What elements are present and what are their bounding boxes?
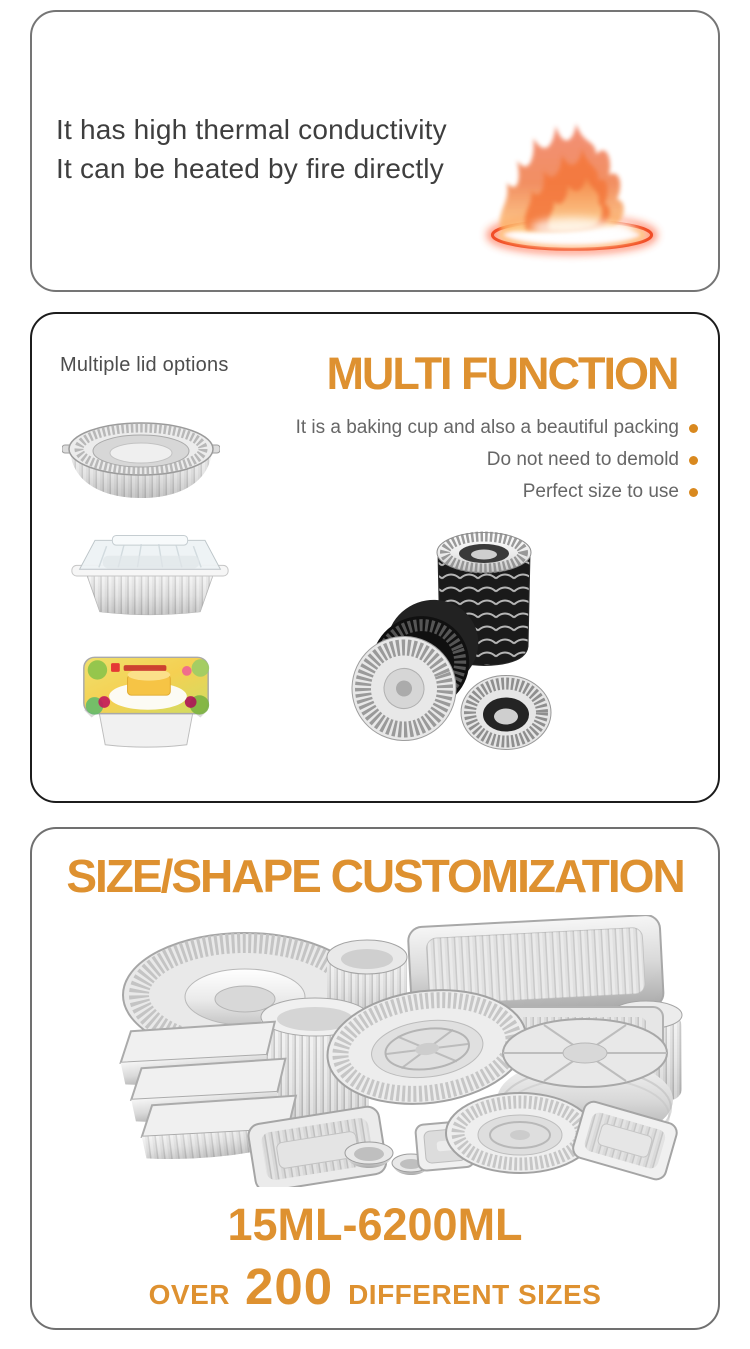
- thermal-claim-line1: It has high thermal conductivity: [56, 114, 447, 145]
- foil-container-with-printed-lid-image: [78, 652, 214, 752]
- feature-bullet-text: It is a baking cup and also a beautiful packing: [295, 417, 679, 438]
- multi-function-title: MULTI FUNCTION: [326, 348, 678, 399]
- feature-bullet: [487, 449, 698, 471]
- thermal-claim-text: [56, 110, 447, 188]
- feature-bullet-list: [296, 417, 698, 503]
- feature-bullet-text: Do not need to demold: [486, 449, 679, 470]
- size-shape-title: SIZE/SHAPE CUSTOMIZATION: [66, 850, 684, 902]
- fluted-baking-cup-stacks-image: [334, 528, 564, 754]
- orange-dot-icon: [689, 488, 698, 497]
- feature-bullet: [296, 417, 698, 439]
- orange-dot-icon: [689, 424, 698, 433]
- feature-bullet-text: Perfect size to use: [522, 481, 679, 502]
- thermal-claim-line2: It can be heated by fire directly: [56, 153, 444, 184]
- volume-range-text: 15ML-6200ML: [227, 1199, 523, 1250]
- fire-with-glow-ring-icon: [470, 108, 674, 264]
- different-sizes-label: DIFFERENT SIZES: [348, 1279, 602, 1310]
- size-shape-customization-card: [30, 827, 720, 1330]
- thermal-conductivity-card: [30, 10, 720, 292]
- sizes-count-line: [32, 1257, 718, 1316]
- rectangular-foil-pan-with-clear-lid-image: [68, 532, 232, 620]
- over-label: OVER: [148, 1279, 230, 1310]
- orange-dot-icon: [689, 456, 698, 465]
- assorted-foil-containers-collage-image: [65, 915, 685, 1187]
- feature-bullet: [523, 481, 698, 503]
- round-foil-pan-image: [62, 412, 220, 504]
- multi-function-card: [30, 312, 720, 803]
- sizes-count: 200: [244, 1258, 334, 1315]
- multiple-lid-options-label: Multiple lid options: [60, 354, 229, 376]
